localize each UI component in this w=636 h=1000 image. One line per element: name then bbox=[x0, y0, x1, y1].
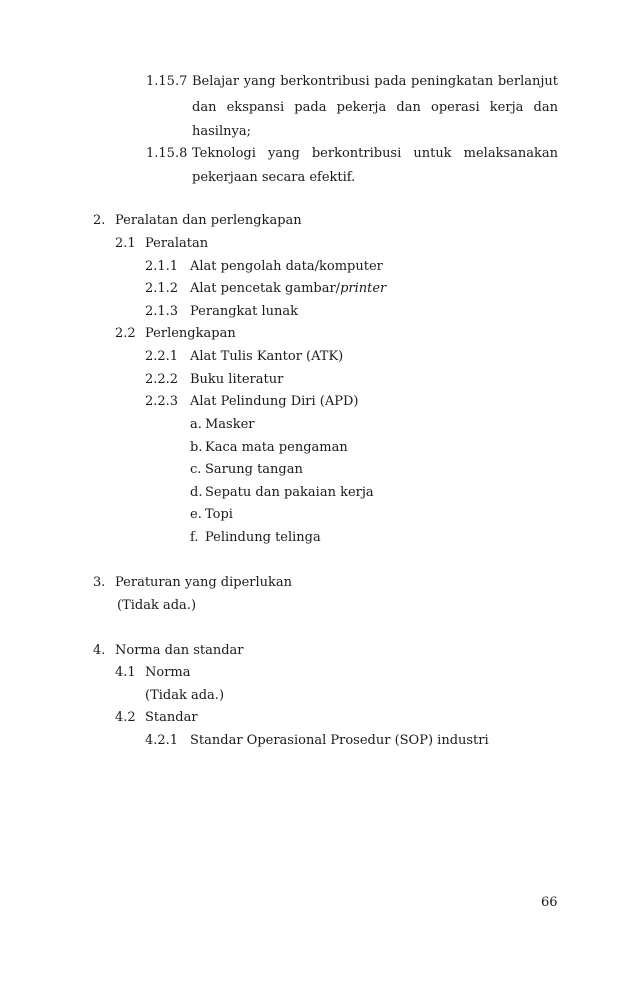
list-letter: f. bbox=[190, 530, 199, 545]
item-text-line: Belajar yang berkontribusi pada peningkatan berlanjut bbox=[192, 74, 558, 89]
item-text: Alat pengolah data/komputer bbox=[190, 259, 383, 274]
item-number: 1.15.7 bbox=[146, 74, 188, 89]
subsection-number: 2.1 bbox=[115, 236, 136, 251]
section-number: 4. bbox=[93, 643, 106, 658]
section-number: 2. bbox=[93, 213, 106, 228]
list-letter: b. bbox=[190, 440, 203, 455]
list-item: Pelindung telinga bbox=[205, 530, 321, 545]
item-number: 2.1.3 bbox=[145, 304, 179, 319]
item-text: Standar Operasional Prosedur (SOP) industri bbox=[190, 733, 489, 748]
subsection-number: 2.2 bbox=[115, 326, 136, 341]
list-item: Topi bbox=[205, 507, 233, 522]
item-number: 2.1.2 bbox=[145, 281, 179, 296]
list-item: Masker bbox=[205, 417, 255, 432]
item-number: 4.2.1 bbox=[145, 733, 179, 748]
item-text-line: hasilnya; bbox=[192, 124, 251, 139]
section-title: Peralatan dan perlengkapan bbox=[115, 213, 302, 228]
subsection-title: Norma bbox=[145, 665, 191, 680]
item-text-italic: printer bbox=[340, 281, 387, 296]
section-title: Norma dan standar bbox=[115, 643, 244, 658]
subsection-number: 4.1 bbox=[115, 665, 136, 680]
list-item: Kaca mata pengaman bbox=[205, 440, 348, 455]
list-letter: c. bbox=[190, 462, 202, 477]
subsection-title: Perlengkapan bbox=[145, 326, 236, 341]
item-number: 1.15.8 bbox=[146, 146, 188, 161]
section-title: Peraturan yang diperlukan bbox=[115, 575, 293, 590]
item-text-regular: Alat pencetak gambar/ bbox=[190, 281, 341, 296]
item-text: Alat Tulis Kantor (ATK) bbox=[190, 349, 344, 364]
item-text-line: dan ekspansi pada pekerja dan operasi kerja dan bbox=[192, 100, 558, 115]
section-note: (Tidak ada.) bbox=[117, 598, 197, 613]
list-letter: e. bbox=[190, 507, 202, 522]
item-number: 2.2.2 bbox=[145, 372, 179, 387]
item-text: Perangkat lunak bbox=[190, 304, 299, 319]
item-number: 2.1.1 bbox=[145, 259, 179, 274]
page-number: 66 bbox=[541, 895, 558, 910]
item-number: 2.2.3 bbox=[145, 394, 179, 409]
list-item: Sarung tangan bbox=[205, 462, 303, 477]
list-letter: d. bbox=[190, 485, 203, 500]
subsection-note: (Tidak ada.) bbox=[145, 688, 225, 703]
item-text-line: pekerjaan secara efektif. bbox=[192, 170, 356, 185]
section-number: 3. bbox=[93, 575, 106, 590]
subsection-title: Standar bbox=[145, 710, 198, 725]
list-item: Sepatu dan pakaian kerja bbox=[205, 485, 374, 500]
item-text bbox=[190, 281, 386, 297]
item-text: Alat Pelindung Diri (APD) bbox=[190, 394, 359, 409]
subsection-number: 4.2 bbox=[115, 710, 136, 725]
subsection-title: Peralatan bbox=[145, 236, 209, 251]
item-text-line: Teknologi yang berkontribusi untuk melaksanakan bbox=[192, 146, 558, 161]
list-letter: a. bbox=[190, 417, 202, 432]
item-number: 2.2.1 bbox=[145, 349, 179, 364]
item-text: Buku literatur bbox=[190, 372, 284, 387]
